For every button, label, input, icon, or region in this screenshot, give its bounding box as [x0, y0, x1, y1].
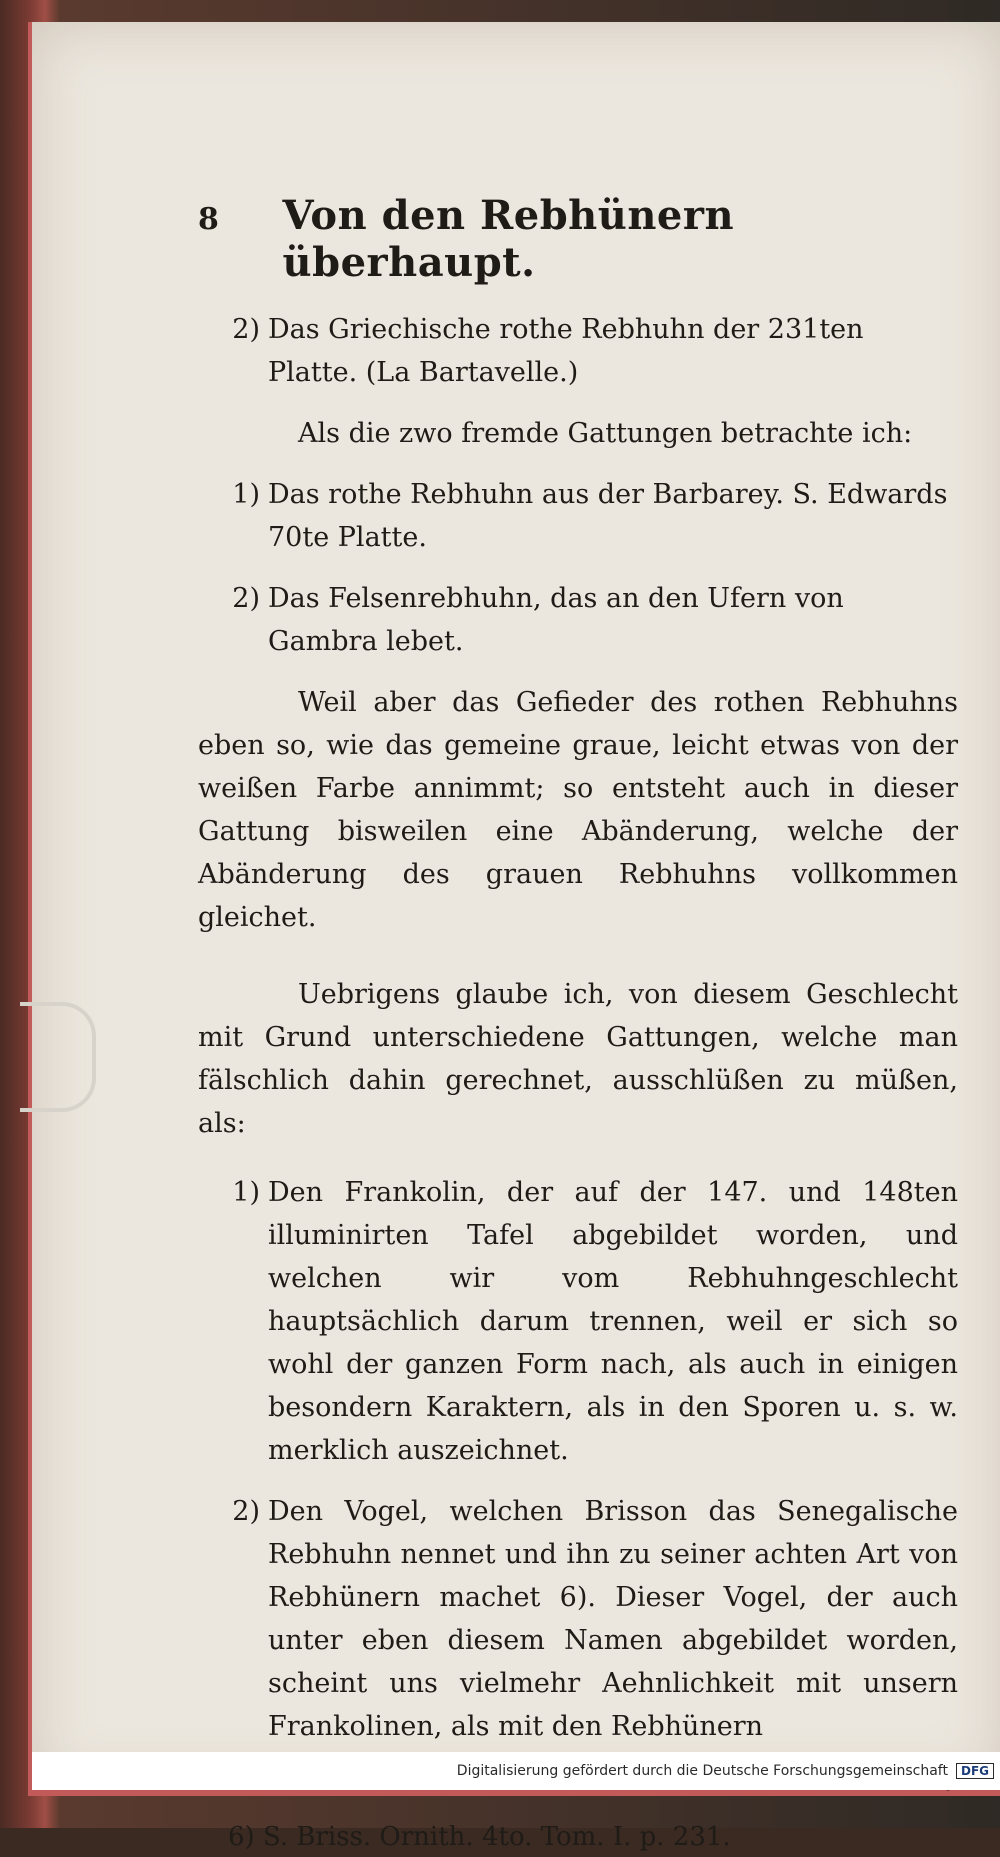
paragraph: Weil aber das Gefieder des rothen Rebhuhns eben so, wie das gemeine graue, leicht etwas von der weißen Farbe annimmt; so entsteht auch in dieser Gattung bisweilen eine Abänderung, welche der Abänderung des grauen Rebhuhns vollkommen gleichet. [198, 687, 958, 933]
list-item [198, 473, 958, 559]
list-item [198, 1171, 958, 1472]
item-number: 2) [232, 583, 260, 614]
item-text: Den Frankolin, der auf der 147. und 148ten illuminirten Tafel abgebildet worden, und welchen wir vom Rebhuhngeschlecht hauptsächlich darum trennen, weil er sich so wohl der ganzen Form nach, als auch in einigen besondern Karaktern, als in den Sporen u. s. w. merklich auszeichnet. [268, 1177, 958, 1466]
book-page [28, 22, 1000, 1852]
item-text: Das Felsenrebhuhn, das an den Ufern von Gambra lebet. [268, 583, 844, 657]
page-number: 8 [198, 202, 219, 237]
digitization-footer [32, 1752, 1000, 1790]
digitization-credit: Digitalisierung gefördert durch die Deutsche Forschungsgemeinschaft [456, 1763, 948, 1779]
item-text: Das Griechische rothe Rebhuhn der 231ten Platte. (La Bartavelle.) [268, 314, 864, 388]
item-text: Den Vogel, welchen Brisson das Senegalische Rebhuhn nennet und ihn zu seiner achten Art von Rebhünern machet 6). Dieser Vogel, der auch unter eben diesem Namen abgebildet worden, scheint uns vielmehr Aehnlichkeit mit unsern Frankolinen, als mit den Rebhünern [268, 1496, 958, 1742]
page-clip [20, 1002, 96, 1112]
running-title: Von den Rebhünern überhaupt. [282, 192, 735, 286]
running-head [198, 192, 958, 286]
dfg-logo-icon: DFG [956, 1763, 994, 1779]
footnote: 6) S. Briss. Ornith. 4to. Tom. I. p. 231. [228, 1822, 731, 1852]
intro-line: Als die zwo fremde Gattungen betrachte ich: [298, 418, 913, 449]
page-content [198, 192, 958, 1857]
item-number: 2) [232, 1496, 260, 1527]
paragraph: Uebrigens glaube ich, von diesem Geschlecht mit Grund unterschiedene Gattungen, welche man fälschlich dahin gerechnet, ausschlüßen zu müßen, als: [198, 979, 958, 1139]
list-item [198, 308, 958, 394]
item-text: Das rothe Rebhuhn aus der Barbarey. S. Edwards 70te Platte. [268, 479, 948, 553]
list-item [198, 1490, 958, 1748]
item-number: 1) [232, 1177, 260, 1208]
list-item [198, 577, 958, 663]
item-number: 1) [232, 479, 260, 510]
item-number: 2) [232, 314, 260, 345]
